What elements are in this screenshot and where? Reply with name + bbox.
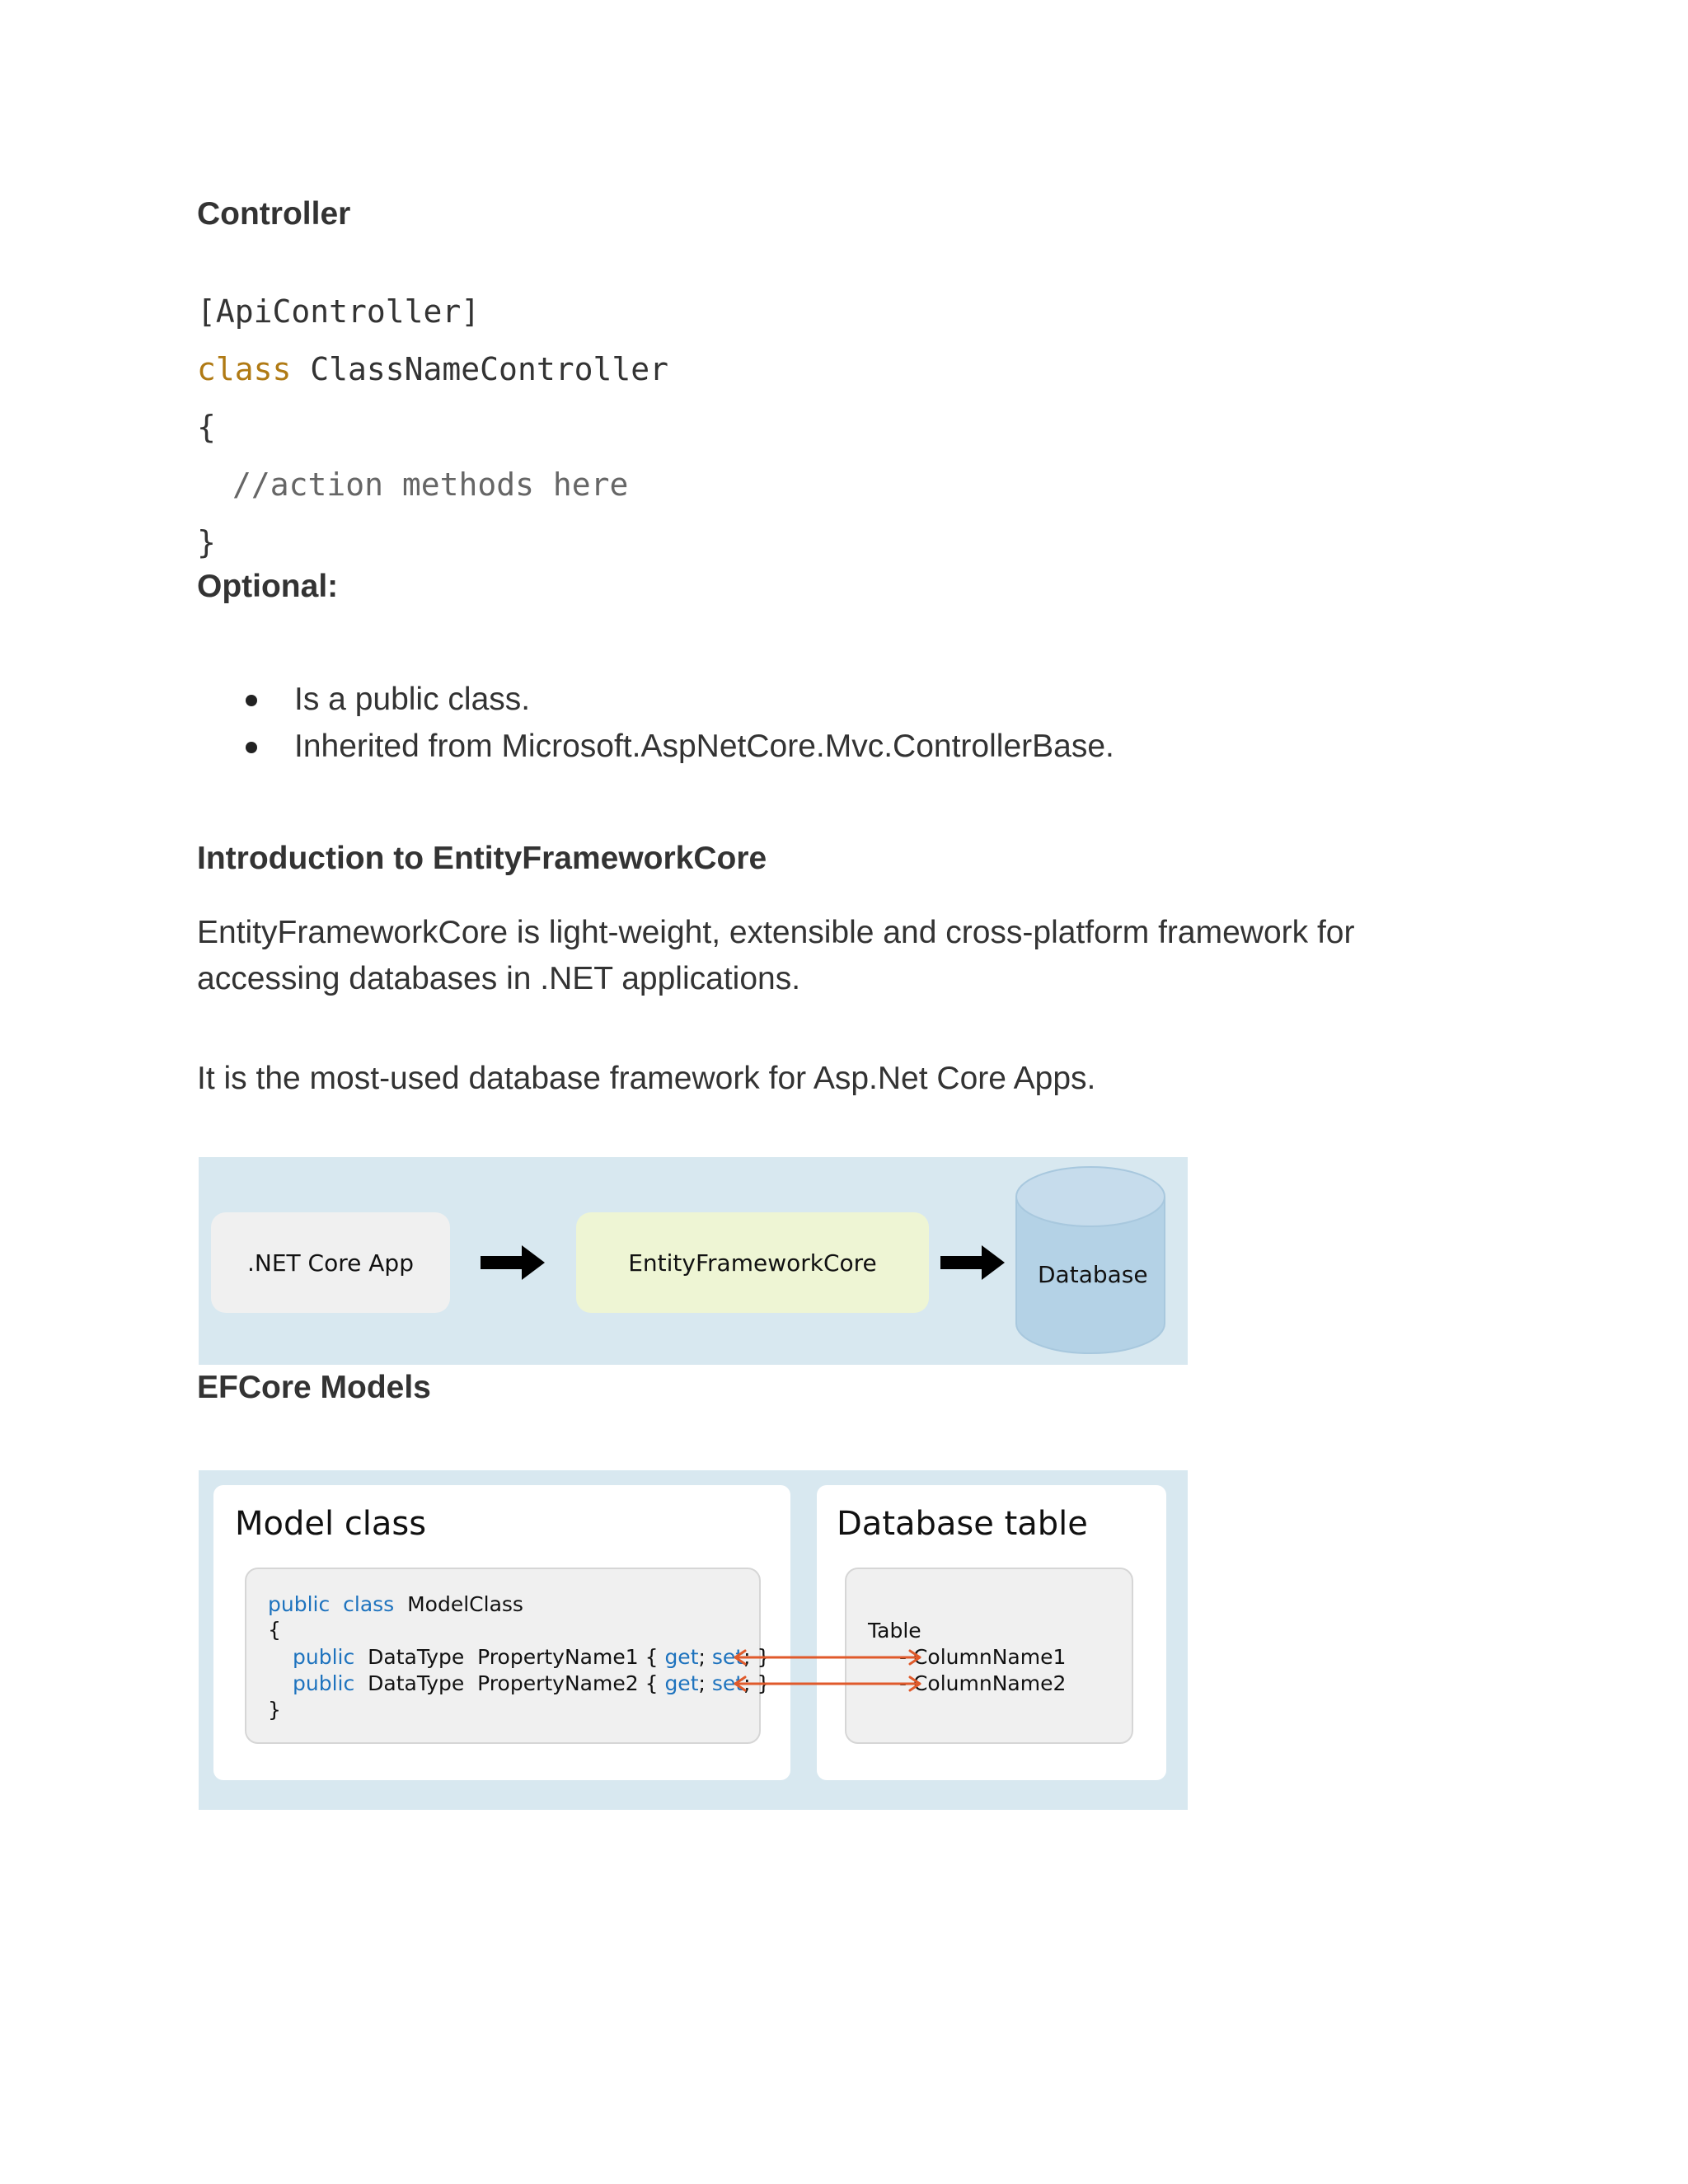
database-cylinder-icon	[1015, 1165, 1166, 1355]
database-table-panel	[817, 1485, 1166, 1780]
dotnet-core-app-label: .NET Core App	[247, 1249, 414, 1277]
model-keyword-public: public	[293, 1671, 355, 1695]
intro-paragraph-2: It is the most-used database framework for Asp.Net Core Apps.	[197, 1061, 1096, 1096]
list-item-text: Is a public class.	[294, 682, 531, 717]
model-property-name: PropertyName1 {	[477, 1645, 659, 1669]
entity-framework-core-box	[576, 1212, 929, 1313]
model-code-close-brace: }	[268, 1698, 281, 1722]
model-code-property-2: public DataType PropertyName2 { get; set; }	[293, 1671, 771, 1695]
controller-heading: Controller	[197, 196, 351, 232]
model-class-title: Model class	[235, 1505, 427, 1543]
intro-paragraph	[197, 910, 1354, 1002]
intro-paragraph-line-2: accessing databases in .NET applications.	[197, 961, 801, 996]
double-arrow-icon	[735, 1677, 920, 1690]
requirements-list	[294, 676, 1114, 770]
code-comment: //action methods here	[232, 466, 629, 503]
model-keyword-get: get	[664, 1671, 699, 1695]
model-mapping-diagram	[199, 1470, 1188, 1810]
intro-paragraph-line-1: EntityFrameworkCore is light-weight, extensible and cross-platform framework for	[197, 915, 1355, 950]
arrow-right-icon	[940, 1245, 1005, 1280]
dotnet-core-app-box	[211, 1212, 450, 1313]
model-code-property-1: public DataType PropertyName1 { get; set; }	[293, 1645, 771, 1669]
property-column-mapping-arrows	[730, 1645, 928, 1694]
model-property-type: DataType	[368, 1671, 465, 1695]
code-class-line	[197, 351, 668, 387]
model-code-line-1	[268, 1592, 523, 1616]
table-column-1: - ColumnName1	[899, 1645, 1067, 1669]
model-property-name: PropertyName2 {	[477, 1671, 659, 1695]
model-keyword-set: set	[711, 1671, 744, 1695]
model-keyword-public: public	[268, 1592, 331, 1616]
database-label: Database	[1038, 1261, 1148, 1288]
ef-flow-diagram	[199, 1157, 1188, 1365]
entity-framework-core-label: EntityFrameworkCore	[628, 1249, 877, 1277]
database-table-title: Database table	[837, 1505, 1088, 1543]
code-class-name: ClassNameController	[310, 351, 668, 387]
model-keyword-public: public	[293, 1645, 355, 1669]
table-column-2: - ColumnName2	[899, 1671, 1067, 1695]
arrow-right-icon	[481, 1245, 545, 1280]
model-code-box	[245, 1568, 771, 1744]
model-class-name: ModelClass	[407, 1592, 523, 1616]
double-arrow-icon	[735, 1651, 920, 1664]
bullet-icon	[246, 742, 257, 753]
optional-heading: Optional:	[197, 569, 339, 604]
model-keyword-set: set	[711, 1645, 744, 1669]
list-item	[294, 723, 1114, 770]
code-open-brace: {	[197, 409, 216, 445]
model-property-type: DataType	[368, 1645, 465, 1669]
model-keyword-class: class	[343, 1592, 395, 1616]
model-class-panel	[213, 1485, 790, 1780]
model-code-open-brace: {	[268, 1618, 281, 1642]
model-keyword-get: get	[664, 1645, 699, 1669]
bullet-icon	[246, 695, 257, 706]
code-keyword-class: class	[197, 351, 292, 387]
list-item-text: Inherited from Microsoft.AspNetCore.Mvc.ControllerBase.	[294, 729, 1114, 764]
list-item	[294, 676, 1114, 723]
code-attribute: [ApiController]	[197, 293, 481, 330]
efcore-models-heading: EFCore Models	[197, 1370, 431, 1405]
table-title: Table	[868, 1619, 921, 1643]
intro-heading: Introduction to EntityFrameworkCore	[197, 841, 767, 876]
code-close-brace: }	[197, 524, 216, 560]
